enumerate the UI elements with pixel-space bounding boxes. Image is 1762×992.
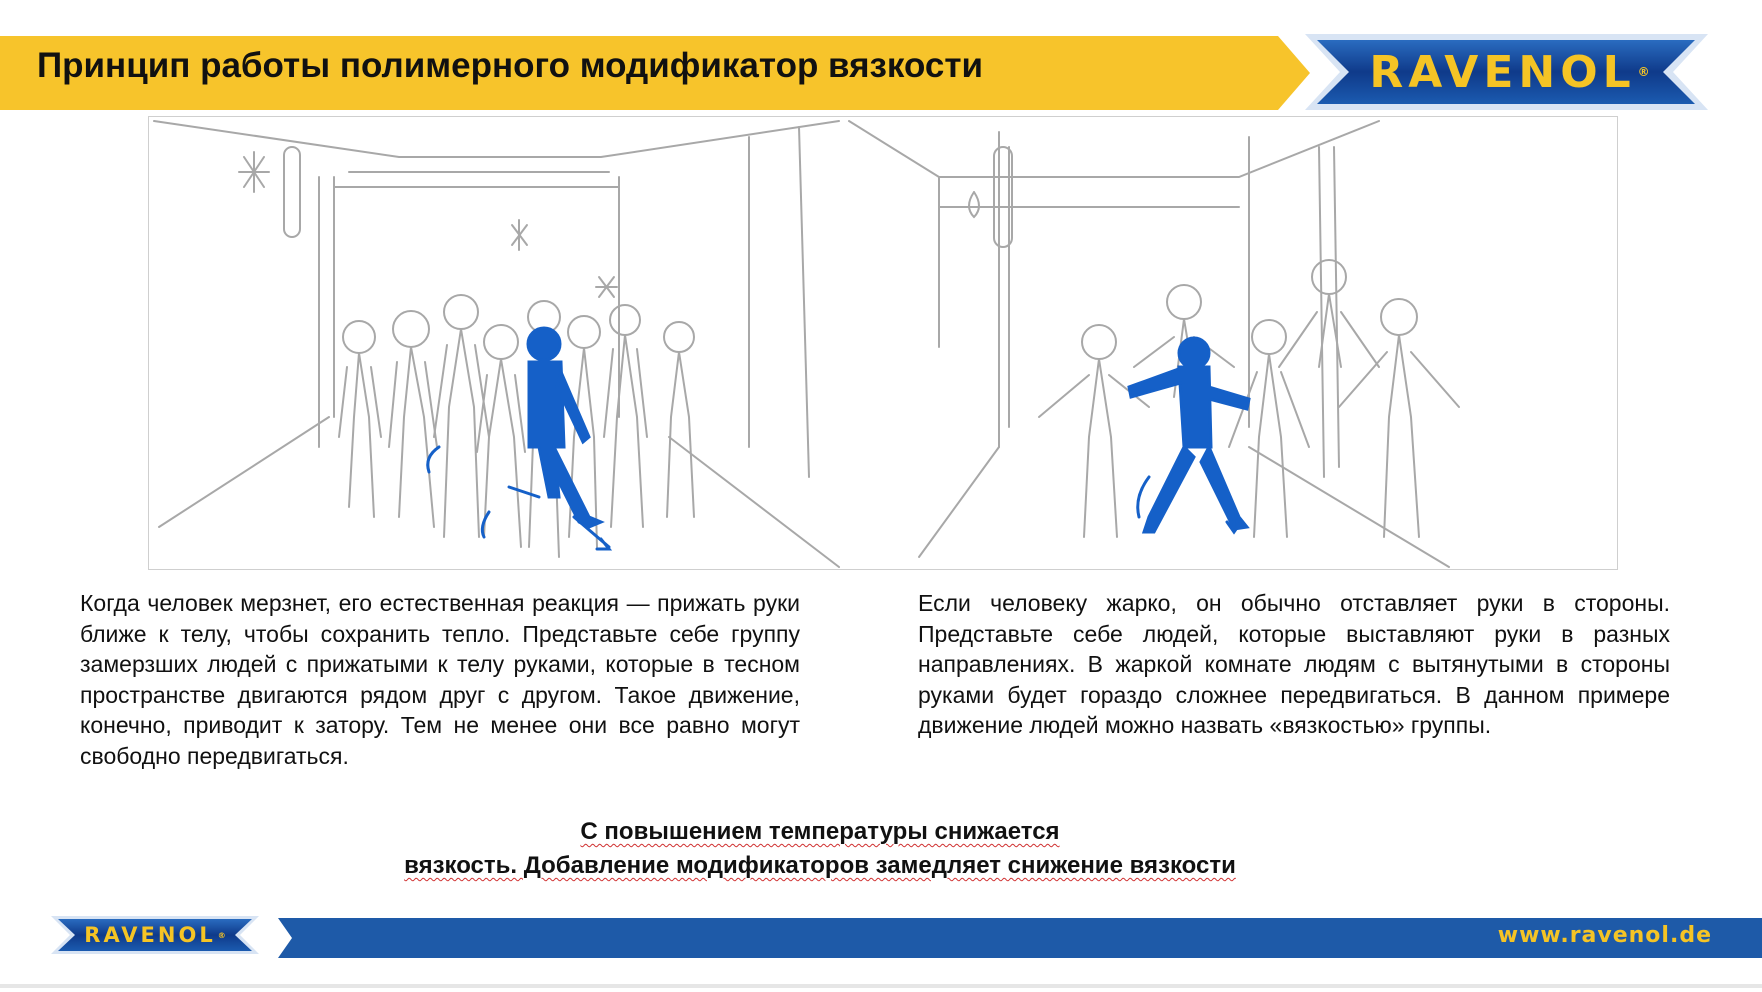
bottom-divider bbox=[0, 984, 1762, 988]
logo-reg-mark: ® bbox=[1637, 65, 1650, 79]
right-floor-right bbox=[1249, 447, 1449, 567]
logo-text-small: RAVENOL bbox=[84, 923, 216, 947]
right-floor-left bbox=[919, 447, 999, 557]
left-ceiling-line bbox=[154, 121, 839, 157]
crowd-illustration bbox=[148, 116, 1618, 570]
left-description: Когда человек мерзнет, его естественная реакция — прижать руки ближе к телу, чтобы сохранить тепло. Представьте себе группу замерзших людей с прижатыми к телу руками, которые в тесном пространстве двигаются рядом друг с другом. Такое движение, конечно, приводит к затору. Тем не менее они все равно могут свободно передвигаться. bbox=[80, 590, 800, 769]
logo-wordmark bbox=[1303, 32, 1710, 112]
left-wall-right bbox=[619, 127, 809, 477]
conclusion-line-1: С повышением температуры снижается bbox=[580, 818, 1060, 845]
flame-icon bbox=[969, 192, 979, 217]
left-floor-right bbox=[669, 437, 839, 567]
conclusion-line-2: вязкость. Добавление модификаторов замедляет снижение вязкости bbox=[404, 852, 1236, 879]
right-wall-right bbox=[1249, 137, 1339, 477]
right-wall-left bbox=[999, 132, 1009, 447]
ravenol-logo-bottom bbox=[50, 915, 260, 955]
snowflake-3 bbox=[596, 277, 617, 297]
logo-reg-mark-small: ® bbox=[217, 930, 226, 940]
logo-text: RAVENOL bbox=[1369, 46, 1636, 98]
logo-wordmark-small bbox=[50, 915, 260, 955]
left-crowd bbox=[339, 295, 694, 557]
left-wall-left bbox=[319, 177, 334, 447]
right-description: Если человеку жарко, он обычно отставляет руки в стороны. Представьте себе людей, которые выставляют руки в разных направлениях. В жаркой комнате людям с вытянутыми в стороны руками будет гораздо сложнее передвигаться. В данном примере движение людей можно назвать «вязкостью» группы. bbox=[918, 590, 1670, 738]
sketch-drawing bbox=[149, 117, 1619, 571]
snowflake-1 bbox=[239, 152, 269, 192]
snowflake-2 bbox=[512, 220, 527, 250]
ravenol-logo-top bbox=[1303, 32, 1710, 112]
footer-url-link[interactable]: www.ravenol.de bbox=[1497, 923, 1712, 948]
page-title: Принцип работы полимерного модификатор вязкости bbox=[37, 46, 984, 85]
right-ceiling-line bbox=[849, 121, 1379, 177]
left-thermometer bbox=[284, 147, 300, 237]
left-floor-left bbox=[159, 417, 329, 527]
right-back-wall bbox=[939, 177, 1239, 347]
conclusion-text bbox=[300, 815, 1340, 883]
blue-figure-right bbox=[1129, 338, 1249, 532]
left-back-wall bbox=[334, 172, 619, 187]
